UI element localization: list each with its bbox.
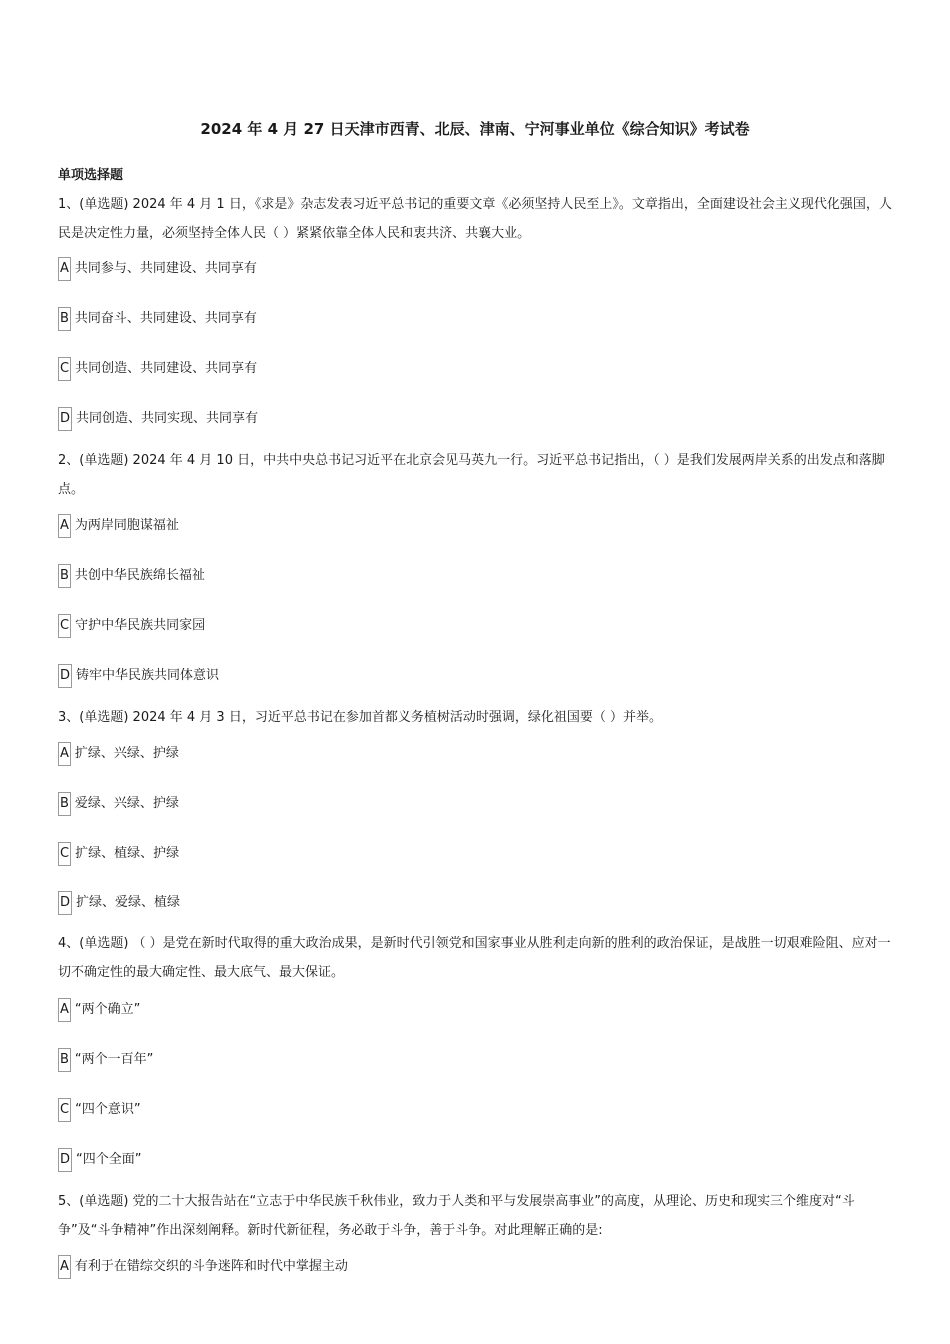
option-letter: A — [58, 998, 71, 1022]
question-stem: 4、(单选题) （ ）是党在新时代取得的重大政治成果，是新时代引领党和国家事业从胜利走向新的胜利的政治保证，是战胜一切艰难险阻、应对一切不确定性的最大确定性、最大底气、最大保证。 — [58, 936, 891, 980]
option-text: “两个一百年” — [74, 1052, 154, 1067]
question-stem: 2、(单选题) 2024 年 4 月 10 日，中共中央总书记习近平在北京会见马英九一行。习近平总书记指出，（ ）是我们发展两岸关系的出发点和落脚点。 — [58, 453, 885, 497]
option-b[interactable] — [58, 1048, 858, 1072]
option-d[interactable] — [58, 407, 858, 431]
option-text: 守护中华民族共同家园 — [75, 618, 206, 633]
option-letter: B — [58, 307, 71, 331]
option-a[interactable] — [58, 998, 858, 1022]
option-letter: C — [58, 1098, 71, 1122]
option-c[interactable] — [58, 842, 858, 866]
question-stem: 5、(单选题) 党的二十大报告站在“立志于中华民族千秋伟业，致力于人类和平与发展崇高事业”的高度，从理论、历史和现实三个维度对“斗争”及“斗争精神”作出深刻阐释。新时代新征程，务必敢于斗争，善于斗争。对此理解正确的是: — [58, 1194, 855, 1238]
option-d[interactable] — [58, 891, 858, 915]
option-letter: A — [58, 514, 71, 538]
option-b[interactable] — [58, 307, 858, 331]
option-text: 铸牢中华民族共同体意识 — [76, 668, 220, 683]
option-letter: C — [58, 357, 71, 381]
option-letter: B — [58, 792, 71, 816]
option-letter: D — [58, 407, 72, 431]
question-stem: 3、(单选题) 2024 年 4 月 3 日，习近平总书记在参加首都义务植树活动时强调，绿化祖国要（ ）并举。 — [58, 710, 662, 725]
option-text: 扩绿、爱绿、植绿 — [76, 895, 181, 910]
option-a[interactable] — [58, 514, 858, 538]
option-c[interactable] — [58, 614, 858, 638]
option-letter: B — [58, 564, 71, 588]
option-text: 扩绿、兴绿、护绿 — [74, 746, 179, 761]
option-letter: A — [58, 1255, 71, 1279]
option-letter: A — [58, 257, 71, 281]
option-d[interactable] — [58, 1148, 858, 1172]
option-text: 共同创造、共同实现、共同享有 — [76, 411, 259, 426]
option-letter: C — [58, 614, 71, 638]
option-d[interactable] — [58, 664, 858, 688]
option-letter: C — [58, 842, 71, 866]
option-text: 共同创造、共同建设、共同享有 — [75, 361, 258, 376]
option-text: 共创中华民族绵长福祉 — [74, 568, 205, 583]
option-b[interactable] — [58, 792, 858, 816]
section-heading: 单项选择题 — [58, 168, 124, 183]
option-text: 共同奋斗、共同建设、共同享有 — [74, 311, 257, 326]
option-a[interactable] — [58, 742, 858, 766]
option-text: “四个意识” — [75, 1102, 141, 1117]
option-text: 共同参与、共同建设、共同享有 — [74, 261, 257, 276]
option-letter: D — [58, 891, 72, 915]
option-text: 爱绿、兴绿、护绿 — [74, 796, 179, 811]
option-letter: D — [58, 664, 72, 688]
option-c[interactable] — [58, 357, 858, 381]
page-title: 2024 年 4 月 27 日天津市西青、北辰、津南、宁河事业单位《综合知识》考试卷 — [200, 120, 750, 138]
option-text: 为两岸同胞谋福祉 — [74, 518, 179, 533]
question-stem: 1、(单选题) 2024 年 4 月 1 日，《求是》杂志发表习近平总书记的重要文章《必须坚持人民至上》。文章指出，全面建设社会主义现代化强国，人民是决定性力量，必须坚持全体人民（ ）紧紧依靠全体人民和衷共济、共襄大业。 — [58, 197, 892, 241]
option-text: 有利于在错综交织的斗争迷阵和时代中掌握主动 — [74, 1259, 348, 1274]
option-b[interactable] — [58, 564, 858, 588]
option-a[interactable] — [58, 1255, 858, 1279]
option-a[interactable] — [58, 257, 858, 281]
option-letter: D — [58, 1148, 72, 1172]
option-text: “两个确立” — [74, 1002, 141, 1017]
option-letter: B — [58, 1048, 71, 1072]
option-text: 扩绿、植绿、护绿 — [75, 846, 180, 861]
option-c[interactable] — [58, 1098, 858, 1122]
option-letter: A — [58, 742, 71, 766]
option-text: “四个全面” — [76, 1152, 142, 1167]
